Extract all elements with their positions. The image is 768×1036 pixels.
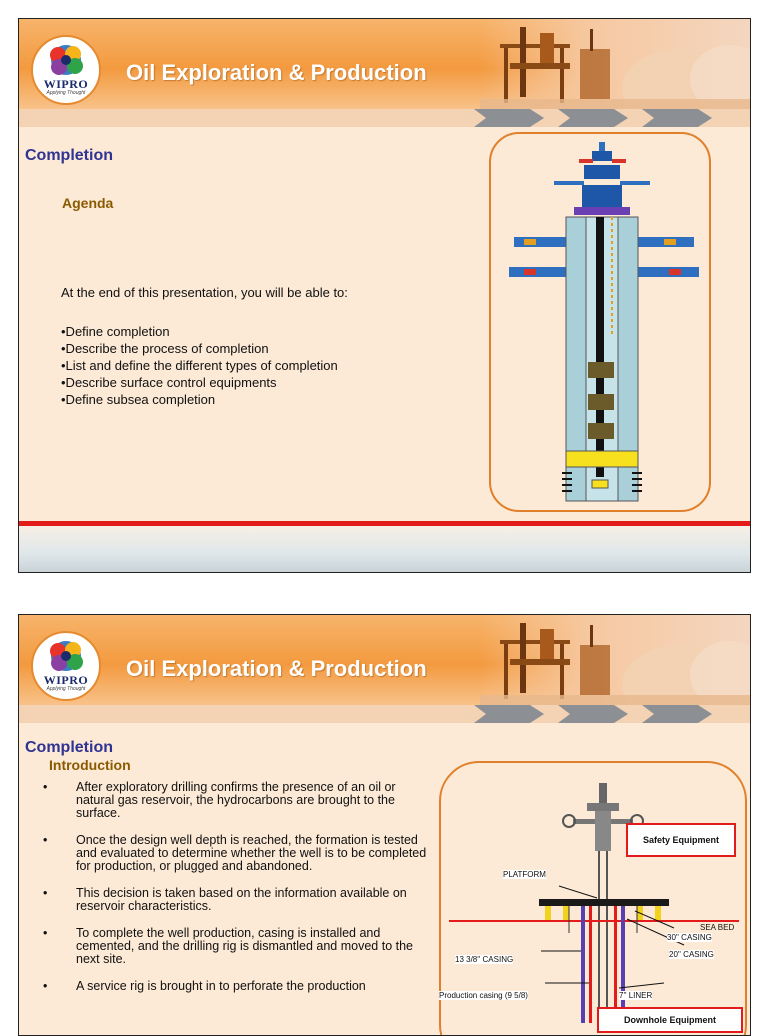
liner-label: 7'' LINER <box>619 991 653 1000</box>
footer-band <box>19 526 750 572</box>
casing-30-label: 30'' CASING <box>667 933 712 942</box>
section-title: Completion <box>25 739 113 756</box>
logo-tagline: Applying Thought <box>46 686 86 692</box>
oil-platform-illustration <box>480 19 750 109</box>
list-item: • Once the design well depth is reached, the formation is tested and evaluated to determine whether the well is to be completed for production, or plugged and abandoned. <box>43 833 427 873</box>
platform-label: PLATFORM <box>503 870 546 879</box>
introduction-subtitle: Introduction <box>49 757 131 773</box>
logo-wordmark: WIPRO <box>43 673 89 687</box>
list-item: • This decision is taken based on the information available on reservoir characteristics. <box>43 886 407 913</box>
list-item: •Define completion <box>61 324 170 339</box>
wipro-flower-icon <box>43 43 89 77</box>
agenda-list <box>61 323 338 408</box>
list-item: • After exploratory drilling confirms the presence of an oil or natural gas reservoir, the hydrocarbons are brought to the surface. <box>43 780 396 820</box>
introduction-list <box>25 781 435 1007</box>
wipro-flower-icon <box>43 639 89 673</box>
wellhead-diagram <box>504 137 704 507</box>
slide-header <box>19 615 750 705</box>
section-title: Completion <box>25 147 113 164</box>
header-title: Oil Exploration & Production <box>126 656 427 681</box>
oil-platform-illustration <box>480 615 750 705</box>
safety-equipment-label: Safety Equipment <box>626 823 736 857</box>
slide-1 <box>18 18 751 573</box>
wipro-logo <box>31 35 101 105</box>
header-title: Oil Exploration & Production <box>126 60 427 85</box>
logo-wordmark: WIPRO <box>43 77 89 91</box>
chevron-arrows <box>474 107 744 129</box>
intro-text: At the end of this presentation, you will be able to: <box>61 285 348 300</box>
offshore-well-diagram <box>449 783 739 1023</box>
production-casing-label: Production casing (9 5/8) <box>439 991 528 1000</box>
list-item: • To complete the well production, casing is installed and cemented, and the drilling rig is dismantled and moved to the next site. <box>43 926 413 966</box>
list-item: • A service rig is brought in to perforate the production <box>43 979 366 993</box>
slide-2 <box>18 614 751 1036</box>
list-item: •Describe the process of completion <box>61 341 269 356</box>
slide-header <box>19 19 750 109</box>
chevron-arrows <box>474 703 744 725</box>
list-item: •Define subsea completion <box>61 392 216 407</box>
list-item: •Describe surface control equipments <box>61 375 277 390</box>
list-item: •List and define the different types of completion <box>61 358 338 373</box>
wipro-logo <box>31 631 101 701</box>
sea-bed-label: SEA BED <box>700 923 735 932</box>
casing-13-label: 13 3/8'' CASING <box>455 955 514 964</box>
logo-tagline: Applying Thought <box>46 90 86 96</box>
downhole-equipment-label: Downhole Equipment <box>597 1007 743 1033</box>
casing-20-label: 20'' CASING <box>669 950 714 959</box>
agenda-subtitle: Agenda <box>62 195 114 211</box>
